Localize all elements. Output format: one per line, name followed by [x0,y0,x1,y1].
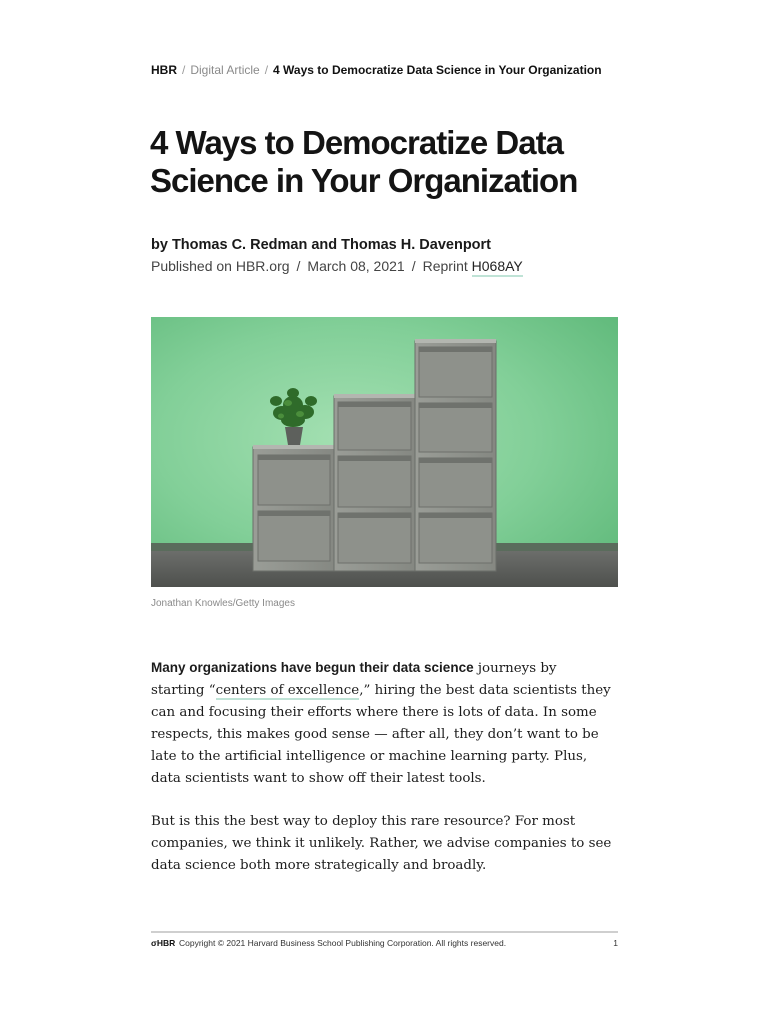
paragraph-1-lead: Many organizations have begun their data science [151,660,474,675]
paragraph-1-text: journeys by starting “ [151,661,557,698]
breadcrumb-current: 4 Ways to Democratize Data Science in Your Organization [273,63,602,77]
breadcrumb-section-link[interactable]: Digital Article [190,63,260,77]
paragraph-1-text-rest: ,” hiring the best data scientists they can and focusing their efforts where there is lots of data. In some respects, this makes good sense — after all, they don’t want to be late to the artificial intelligence or machine learning party. Plus, data scientists want to show off their latest tools. [151,683,611,786]
reprint-label: Reprint [422,258,468,274]
reprint-code-link[interactable]: H068AY [472,258,523,277]
publication-info [151,258,523,274]
paragraph-2: But is this the best way to deploy this rare resource? For most companies, we think it unlikely. Rather, we advise companies to see data science both more strategically and broadly. [151,814,612,873]
breadcrumb [151,62,602,78]
footer-divider [151,931,618,933]
centers-of-excellence-link[interactable]: centers of excellence [215,683,360,698]
breadcrumb-separator: / [182,63,186,77]
article-byline: by Thomas C. Redman and Thomas H. Davenport [151,237,491,253]
pubinfo-separator: / [411,258,416,274]
breadcrumb-home-link[interactable]: HBR [151,63,177,77]
publish-date: March 08, 2021 [307,258,405,274]
published-label: Published on HBR.org [151,258,290,274]
article-title: 4 Ways to Democratize Data Science in Your Organization [150,124,578,199]
breadcrumb-separator: / [264,63,269,77]
paragraph-1 [151,657,613,790]
hbr-logo: σHBR [151,938,176,948]
page-number: 1 [613,938,618,948]
copyright-text: Copyright © 2021 Harvard Business School Publishing Corporation. All rights reserved. [179,938,507,948]
hero-image [151,317,618,587]
page-footer [151,937,618,951]
pubinfo-separator: / [296,258,301,274]
image-credit: Jonathan Knowles/Getty Images [151,598,295,609]
